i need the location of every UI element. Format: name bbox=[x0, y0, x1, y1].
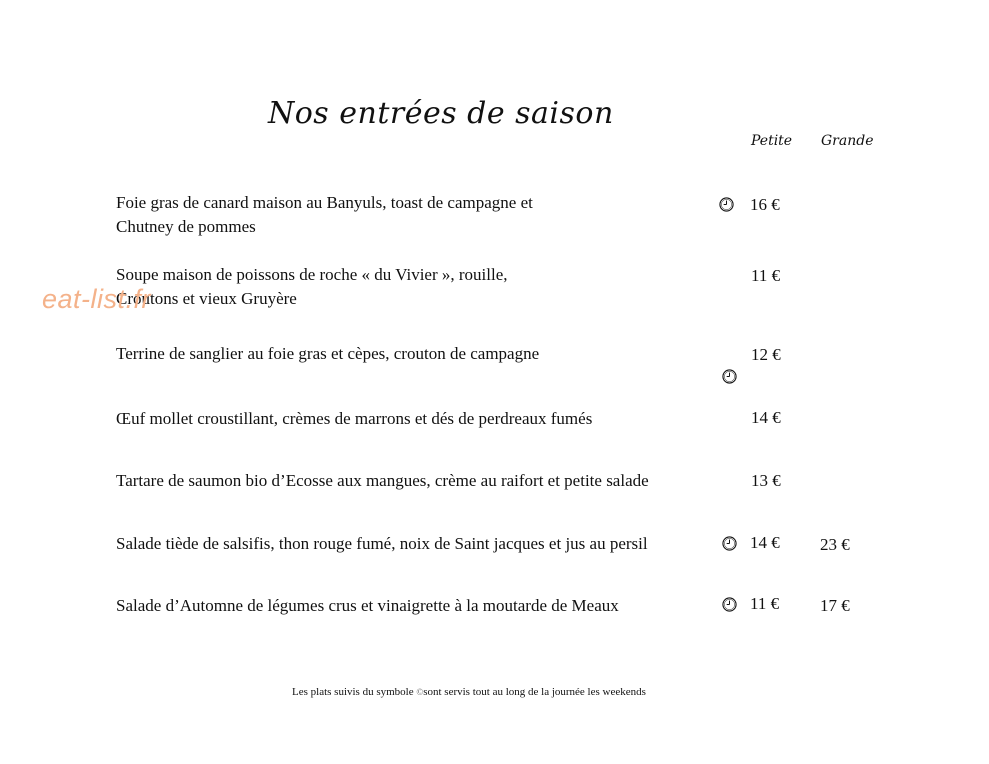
price-small: 11 € bbox=[751, 266, 781, 285]
menu-item-name: Terrine de sanglier au foie gras et cèpes, crouton de campagne bbox=[116, 344, 540, 363]
clock-icon bbox=[722, 597, 737, 612]
menu-item-oeuf bbox=[116, 407, 706, 431]
footnote-text-end: sont servis tout au long de la journée les weekends bbox=[423, 686, 646, 698]
menu-item-name: Foie gras de canard maison au Banyuls, toast de campagne et bbox=[116, 193, 533, 212]
clock-icon bbox=[722, 369, 737, 384]
menu-item-name-continued: Croutons et vieux Gruyère bbox=[116, 289, 297, 308]
menu-item-tartare bbox=[116, 469, 706, 493]
price-large: 23 € bbox=[820, 535, 850, 554]
menu-item-salade-salsifis bbox=[116, 532, 706, 556]
price-small: 12 € bbox=[751, 345, 781, 364]
price-small: 11 € bbox=[750, 594, 780, 613]
price-small: 14 € bbox=[750, 533, 780, 552]
menu-item-terrine bbox=[116, 342, 706, 366]
clock-icon bbox=[722, 536, 737, 551]
menu-item-name: Œuf mollet croustillant, crèmes de marrons et dés de perdreaux fumés bbox=[116, 409, 593, 428]
menu-item-name: Tartare de saumon bio d’Ecosse aux mangues, crème au raifort et petite salade bbox=[116, 471, 649, 490]
price-large: 17 € bbox=[820, 596, 850, 615]
menu-item-name: Salade d’Automne de légumes crus et vinaigrette à la moutarde de Meaux bbox=[116, 596, 619, 615]
column-header-large: Grande bbox=[821, 133, 874, 149]
footnote bbox=[292, 686, 646, 698]
footnote-symbol: © bbox=[416, 687, 424, 697]
menu-item-name: Salade tiède de salsifis, thon rouge fumé, noix de Saint jacques et jus au persil bbox=[116, 534, 648, 553]
menu-item-salade-automne bbox=[116, 594, 706, 618]
watermark: eat-list.fr bbox=[42, 284, 152, 314]
price-small: 16 € bbox=[750, 195, 780, 214]
column-header-small: Petite bbox=[751, 133, 793, 149]
clock-icon bbox=[719, 197, 734, 212]
menu-item-name-continued: Chutney de pommes bbox=[116, 217, 256, 236]
price-small: 14 € bbox=[751, 408, 781, 427]
menu-item-soupe bbox=[116, 263, 706, 311]
price-small: 13 € bbox=[751, 471, 781, 490]
menu-item-name: Soupe maison de poissons de roche « du Vivier », rouille, bbox=[116, 265, 508, 284]
page-title: Nos entrées de saison bbox=[268, 96, 614, 131]
menu-item-foie-gras bbox=[116, 191, 706, 239]
footnote-text: Les plats suivis du symbole bbox=[292, 686, 417, 698]
